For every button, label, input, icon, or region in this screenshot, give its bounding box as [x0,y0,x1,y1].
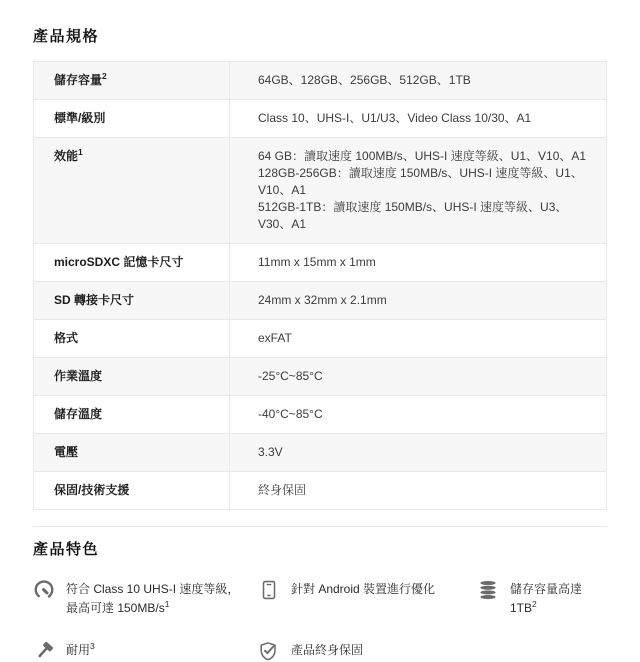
feature-text: 儲存容量高達 $1TB^2$ [510,582,583,615]
spec-label: SD 轉接卡尺寸 [34,282,230,319]
feature-text: 產品終身保固 [291,643,364,657]
performance-line-512gb-1tb: 512GB-1TB：讀取速度 150MB/s、UHS-I 速度等級、U3、V30、A1 [258,200,568,231]
storage-stack-icon [477,579,499,601]
spec-label: 儲存溫度 [34,396,230,433]
spec-value: 64GB、128GB、256GB、512GB、1TB [258,73,471,87]
spec-label: 格式 [34,320,230,357]
hammer-icon [33,640,55,662]
feature-warranty [258,639,477,662]
feature-superscript: 3 [90,641,95,651]
feature-text: 耐用$^3$ [66,641,95,657]
smartphone-icon [258,579,280,601]
spec-value: 24mm x 32mm x 2.1mm [258,293,387,307]
feature-android [258,578,477,618]
spec-label: 作業溫度 [34,358,230,395]
spec-row-storage-temp [34,396,606,434]
performance-line-128-256gb: 128GB-256GB：讀取速度 150MB/s、UHS-I 速度等級、U1、V10、A1 [258,166,583,197]
spec-row-format [34,320,606,358]
spec-row-warranty [34,472,606,510]
spec-value: -40°C~85°C [258,407,323,421]
feature-superscript: 1 [164,599,170,609]
spec-row-capacity [34,62,606,100]
spec-label: 保固/技術支援 [34,472,230,509]
spec-value: 終身保固 [258,483,307,497]
spec-row-voltage [34,434,606,472]
spec-row-adapter-size [34,282,606,320]
speedometer-icon [33,579,55,601]
spec-value: -25°C~85°C [258,369,323,383]
spec-row-performance [34,138,606,244]
feature-speed [33,578,258,618]
spec-value: exFAT [258,331,292,345]
label-superscript: 2 [102,71,107,81]
spec-row-card-size [34,244,606,282]
spec-value [230,138,606,243]
features-grid [33,578,607,662]
feature-durable [33,639,258,662]
spec-value: Class 10、UHS-I、U1/U3、Video Class 10/30、A1 [258,111,532,125]
spec-row-standard [34,100,606,138]
spec-value: 3.3V [258,445,283,459]
spec-label: 效能$^1$ [34,138,230,243]
spec-table [33,61,607,510]
feature-text: 符合 Class 10 UHS-I 速度等級，最高可達 $150MB/s^1$ [66,582,240,615]
spec-label: microSDXC 記憶卡尺寸 [34,244,230,281]
shield-check-icon [258,640,280,662]
features-section-title: 產品特色 [33,541,100,558]
spec-label: 儲存容量$^2$ [34,62,230,99]
label-superscript: 1 [78,147,83,157]
spec-label: 電壓 [34,434,230,471]
feature-capacity [477,578,607,618]
feature-text: 針對 Android 裝置進行優化 [291,582,436,596]
spec-value: 11mm x 15mm x 1mm [258,255,376,269]
spec-row-operating-temp [34,358,606,396]
performance-line-64gb: 64 GB：讀取速度 100MB/s、UHS-I 速度等級、U1、V10、A1 [258,149,587,163]
spec-label: 標準/級別 [34,100,230,137]
specs-section-title: 產品規格 [33,28,100,45]
feature-superscript: 2 [532,599,537,609]
section-divider [33,526,607,527]
